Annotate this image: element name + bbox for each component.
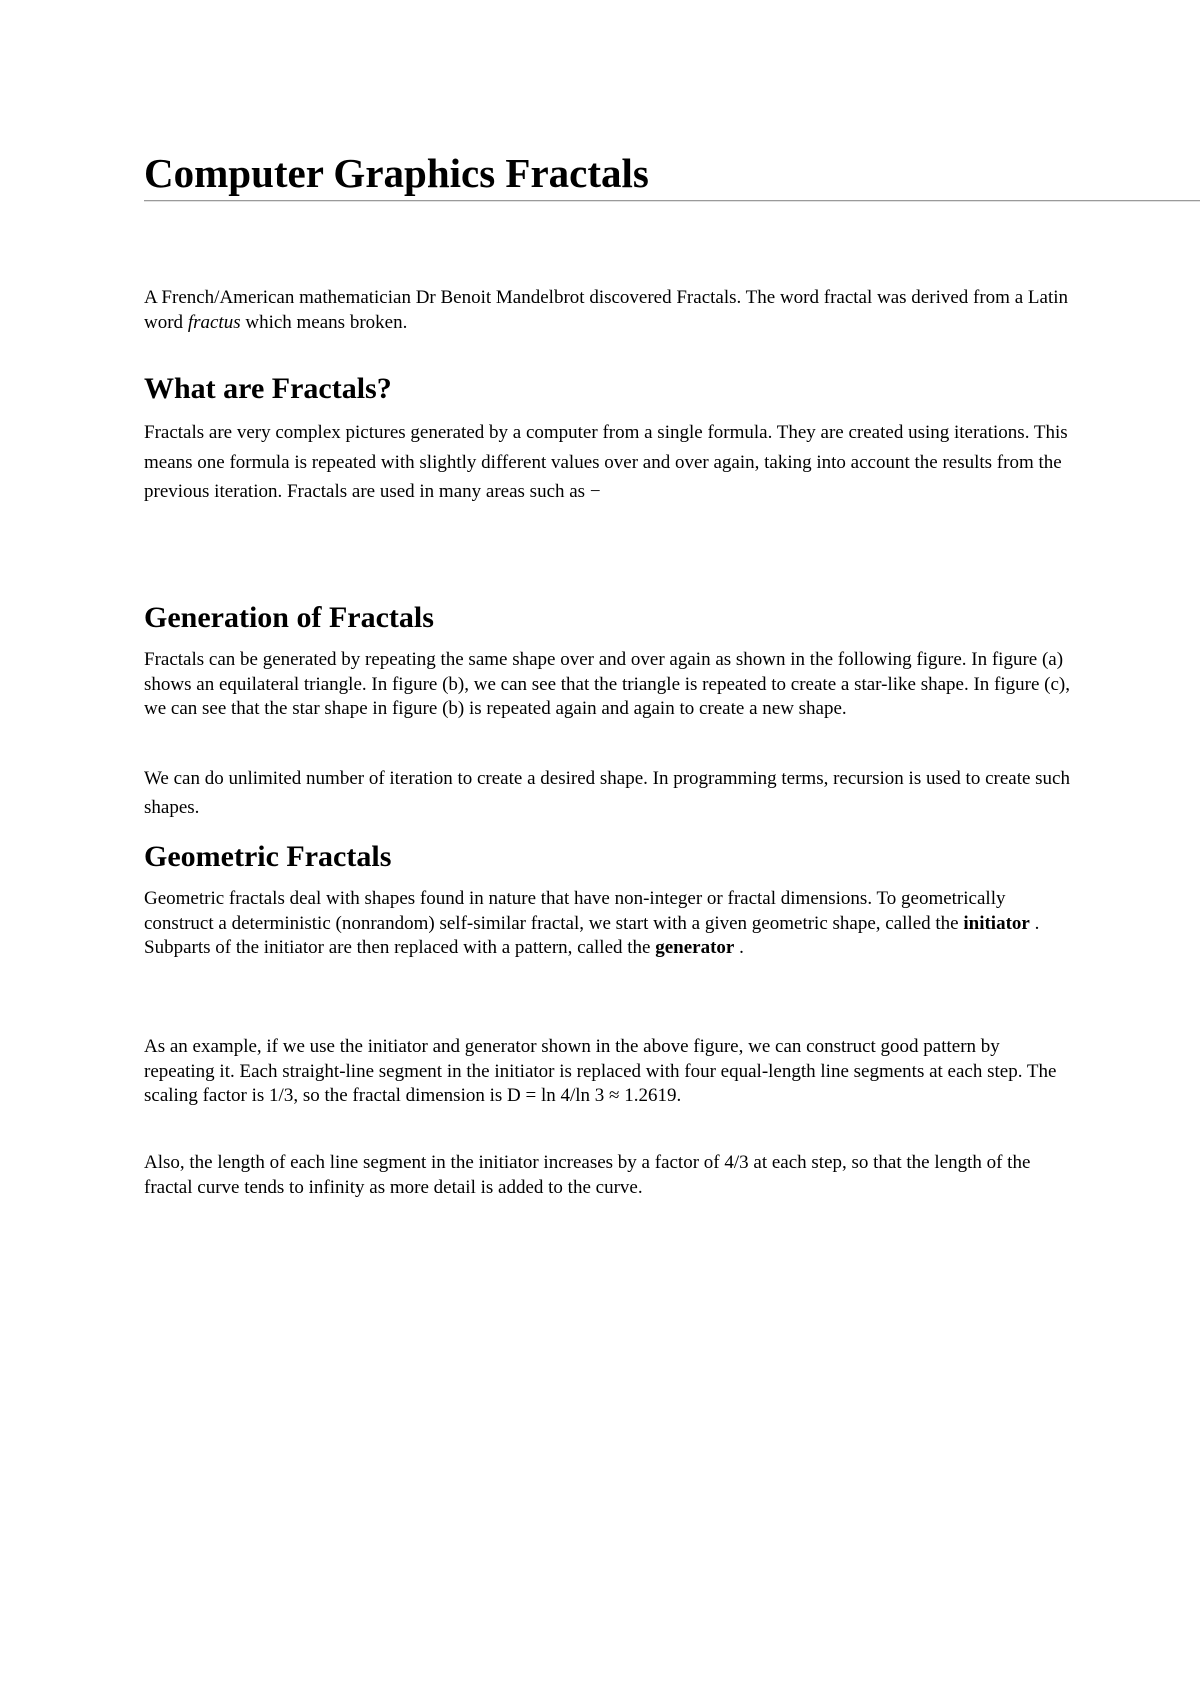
title-divider (144, 200, 1200, 202)
geometric-p1-text-1: Geometric fractals deal with shapes found in nature that have non-integer or fractal dimensions. To geometrically construct a deterministic (nonrandom) self-similar fractal, we start with a given geometric shape, called the (144, 888, 1006, 934)
geometric-paragraph-1 (144, 887, 1074, 961)
what-paragraph: Fractals are very complex pictures generated by a computer from a single formula. They are created using iterations. This means one formula is repeated with slightly different values over and over again, taking into account the results from the previous iteration. Fractals are used in many areas such as − (144, 422, 1068, 502)
term-initiator: initiator (963, 912, 1030, 934)
generation-paragraph-1: Fractals can be generated by repeating the same shape over and over again as shown in the following figure. In figure (a) shows an equilateral triangle. In figure (b), we can see that the triangle is repeated to create a star-like shape. In figure (c), we can see that the star shape in figure (b) is repeated again and again to create a new shape. (144, 649, 1070, 719)
geometric-p1-text-3: . (734, 937, 744, 958)
page-title: Computer Graphics Fractals (144, 150, 649, 196)
heading-generation-of-fractals: Generation of Fractals (144, 601, 434, 634)
intro-text-before: A French/American mathematician Dr Benoit Mandelbrot discovered Fractals. The word fractal was derived from a Latin word (144, 287, 1068, 333)
geometric-p1-text-2: . Subparts of the initiator are then replaced with a pattern, called the (144, 912, 1040, 958)
intro-term-fractus: fractus (187, 311, 241, 333)
intro-text-after: which means broken. (240, 311, 408, 333)
geometric-paragraph-3: Also, the length of each line segment in the initiator increases by a factor of 4/3 at each step, so that the length of the fractal curve tends to infinity as more detail is added to the curve. (144, 1152, 1031, 1198)
geometric-paragraph-2: As an example, if we use the initiator and generator shown in the above figure, we can construct good pattern by repeating it. Each straight-line segment in the initiator is replaced with four equal-length line segments at each step. The scaling factor is 1/3, so the fractal dimension is D = ln 4/ln 3 ≈ 1.2619. (144, 1036, 1057, 1106)
heading-what-are-fractals: What are Fractals? (144, 372, 392, 405)
term-generator: generator (655, 937, 735, 958)
heading-geometric-fractals: Geometric Fractals (144, 840, 392, 873)
intro-paragraph (144, 286, 1074, 335)
generation-paragraph-2: We can do unlimited number of iteration to create a desired shape. In programming terms, recursion is used to create such shapes. (144, 768, 1070, 818)
